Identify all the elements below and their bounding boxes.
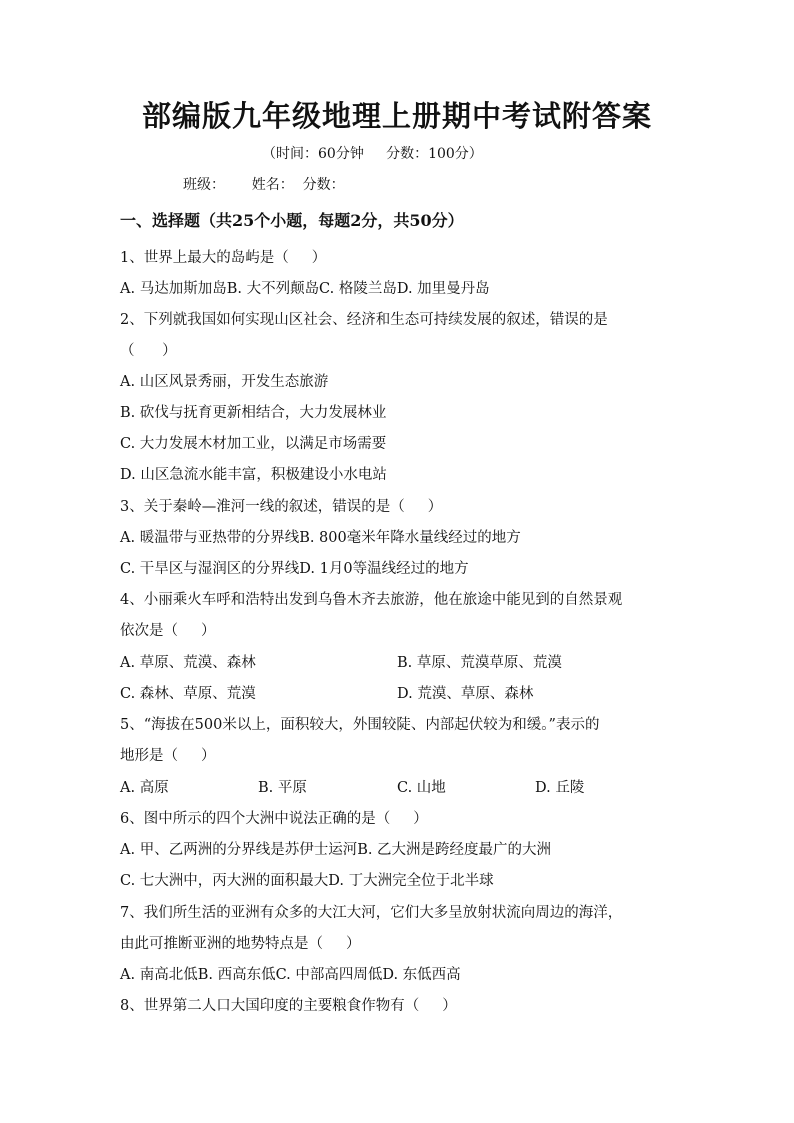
question-4-option-d: D. 荒漠、草原、森林 — [397, 686, 534, 702]
question-4-stem-continued: 依次是（ ） — [120, 623, 216, 639]
question-7-stem: 7、我们所生活的亚洲有众多的大江大河，它们大多呈放射状流向周边的海洋， — [120, 905, 623, 921]
question-5-option-b: B. 平原 — [258, 780, 307, 796]
student-info-line: 班级： 姓名： 分数： — [183, 177, 345, 193]
question-3-options-cd: C. 干旱区与湿润区的分界线D. 1月0等温线经过的地方 — [120, 561, 469, 577]
question-6-stem: 6、图中所示的四个大洲中说法正确的是（ ） — [120, 811, 428, 827]
page-title: 部编版九年级地理上册期中考试附答案 — [141, 99, 652, 133]
section-heading: 一、选择题（共25个小题，每题2分，共50分） — [120, 211, 464, 230]
question-7-stem-continued: 由此可推断亚洲的地势特点是（ ） — [120, 936, 361, 952]
question-2-option-a: A. 山区风景秀丽，开发生态旅游 — [120, 374, 329, 390]
question-2-option-b: B. 砍伐与抚育更新相结合，大力发展林业 — [120, 405, 387, 421]
question-2-option-c: C. 大力发展木材加工业，以满足市场需要 — [120, 436, 387, 452]
question-3-stem: 3、关于秦岭—淮河一线的叙述，错误的是（ ） — [120, 499, 443, 515]
question-5-stem-continued: 地形是（ ） — [120, 748, 216, 764]
question-7-options: A. 南高北低B. 西高东低C. 中部高四周低D. 东低西高 — [120, 967, 461, 983]
question-1-options: A. 马达加斯加岛B. 大不列颠岛C. 格陵兰岛D. 加里曼丹岛 — [120, 281, 490, 297]
question-5-stem: 5、“海拔在500米以上，面积较大，外围较陡、内部起伏较为和缓。”表示的 — [120, 717, 600, 733]
exam-time-score: （时间：60分钟 分数：100分） — [262, 146, 483, 162]
question-5-option-a: A. 高原 — [120, 780, 169, 796]
question-6-options-cd: C. 七大洲中，丙大洲的面积最大D. 丁大洲完全位于北半球 — [120, 873, 494, 889]
question-3-options-ab: A. 暖温带与亚热带的分界线B. 800毫米年降水量线经过的地方 — [120, 530, 521, 546]
question-5-option-d: D. 丘陵 — [535, 780, 585, 796]
question-4-option-a: A. 草原、荒漠、森林 — [120, 655, 256, 671]
question-1-stem: 1、世界上最大的岛屿是（ ） — [120, 250, 327, 266]
question-4-option-b: B. 草原、荒漠草原、荒漠 — [397, 655, 562, 671]
question-4-option-c: C. 森林、草原、荒漠 — [120, 686, 256, 702]
question-4-stem: 4、小丽乘火车呼和浩特出发到乌鲁木齐去旅游，他在旅途中能见到的自然景观 — [120, 592, 623, 608]
question-6-options-ab: A. 甲、乙两洲的分界线是苏伊士运河B. 乙大洲是跨经度最广的大洲 — [120, 842, 552, 858]
question-5-option-c: C. 山地 — [397, 780, 446, 796]
question-8-stem: 8、世界第二人口大国印度的主要粮食作物有（ ） — [120, 998, 457, 1014]
question-2-option-d: D. 山区急流水能丰富，积极建设小水电站 — [120, 467, 387, 483]
question-2-stem: 2、下列就我国如何实现山区社会、经济和生态可持续发展的叙述，错误的是 — [120, 312, 608, 328]
question-2-stem-continued: （ ） — [120, 343, 177, 359]
